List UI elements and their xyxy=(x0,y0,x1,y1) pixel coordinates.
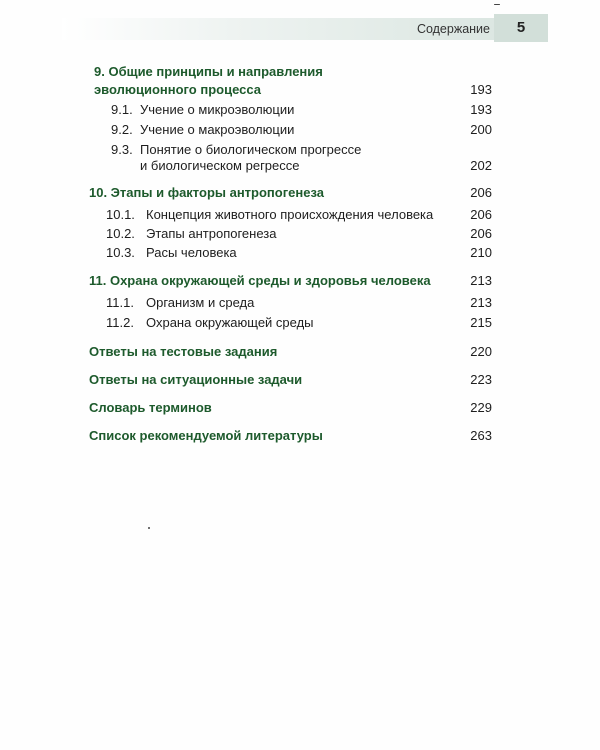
toc-recommended-literature-page[interactable]: 263 xyxy=(470,428,492,443)
scan-speck xyxy=(148,527,150,529)
toc-entry-number: 11.2. xyxy=(106,315,134,330)
toc-entry-10-2-page[interactable]: 206 xyxy=(470,226,492,241)
toc-entry-number: 10.1. xyxy=(106,207,135,222)
toc-entry-9-3-line2[interactable]: и биологическом регрессе xyxy=(140,158,300,173)
toc-entry-11-2[interactable] xyxy=(106,314,314,332)
toc-entry-title: Учение о макроэволюции xyxy=(140,122,295,137)
toc-entry-9-2[interactable] xyxy=(111,121,294,139)
page-number: 5 xyxy=(494,14,548,42)
toc-entry-11-1-page[interactable]: 213 xyxy=(470,295,492,310)
toc-entry-10-1[interactable] xyxy=(106,206,433,224)
toc-answers-tests[interactable]: Ответы на тестовые задания xyxy=(89,344,278,359)
toc-entry-title: Концепция животного происхождения человека xyxy=(146,207,434,222)
toc-chapter-9-page[interactable]: 193 xyxy=(470,82,492,97)
scan-speck xyxy=(494,4,500,5)
toc-recommended-literature[interactable]: Список рекомендуемой литературы xyxy=(89,428,323,443)
toc-entry-11-2-page[interactable]: 215 xyxy=(470,315,492,330)
toc-entry-10-3-page[interactable]: 210 xyxy=(470,245,492,260)
toc-chapter-10-title[interactable]: 10. Этапы и факторы антропогенеза xyxy=(89,185,324,200)
toc-entry-title: Учение о микроэволюции xyxy=(140,102,295,117)
toc-chapter-11-title[interactable]: 11. Охрана окружающей среды и здоровья человека xyxy=(89,273,431,288)
running-header: Содержание xyxy=(416,22,490,36)
toc-entry-title-line1: Понятие о биологическом прогрессе xyxy=(140,142,362,157)
toc-entry-title: Организм и среда xyxy=(146,295,255,310)
toc-entry-9-1[interactable] xyxy=(111,101,294,119)
toc-chapter-9-title-line1[interactable]: 9. Общие принципы и направления xyxy=(94,64,323,79)
toc-entry-10-2[interactable] xyxy=(106,225,276,243)
toc-entry-10-1-page[interactable]: 206 xyxy=(470,207,492,222)
toc-entry-9-1-page[interactable]: 193 xyxy=(470,102,492,117)
toc-entry-title: Расы человека xyxy=(146,245,237,260)
toc-chapter-11-page[interactable]: 213 xyxy=(470,273,492,288)
toc-entry-number: 9.3. xyxy=(111,142,133,157)
toc-entry-title: Этапы антропогенеза xyxy=(146,226,277,241)
toc-chapter-9-title-line2[interactable]: эволюционного процесса xyxy=(94,82,261,97)
toc-entry-number: 9.2. xyxy=(111,122,133,137)
toc-answers-situational-page[interactable]: 223 xyxy=(470,372,492,387)
toc-entry-9-3-page[interactable]: 202 xyxy=(470,158,492,173)
toc-entry-title: Охрана окружающей среды xyxy=(146,315,314,330)
toc-answers-situational[interactable]: Ответы на ситуационные задачи xyxy=(89,372,303,387)
toc-glossary-page[interactable]: 229 xyxy=(470,400,492,415)
toc-glossary[interactable]: Словарь терминов xyxy=(89,400,212,415)
toc-entry-number: 10.2. xyxy=(106,226,135,241)
toc-chapter-10-page[interactable]: 206 xyxy=(470,185,492,200)
toc-entry-10-3[interactable] xyxy=(106,244,237,262)
toc-answers-tests-page[interactable]: 220 xyxy=(470,344,492,359)
toc-entry-number: 10.3. xyxy=(106,245,135,260)
toc-entry-number: 11.1. xyxy=(106,295,134,310)
toc-entry-9-2-page[interactable]: 200 xyxy=(470,122,492,137)
toc-entry-11-1[interactable] xyxy=(106,294,254,312)
toc-entry-number: 9.1. xyxy=(111,102,133,117)
